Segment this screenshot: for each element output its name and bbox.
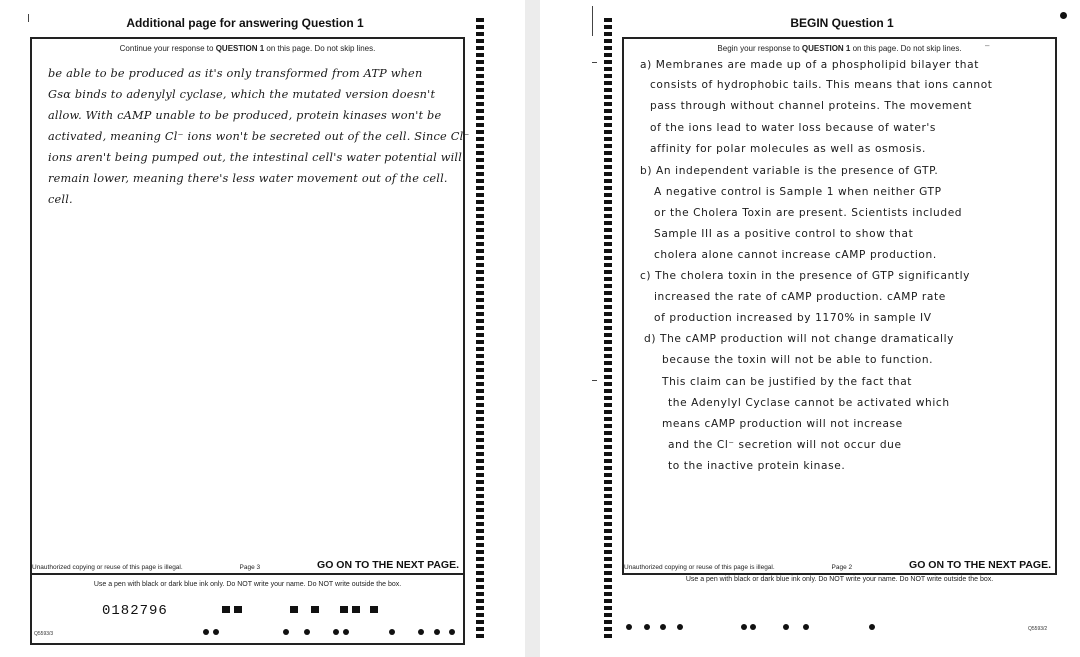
timing-mark (604, 347, 612, 351)
go-on-notice: GO ON TO THE NEXT PAGE. (317, 559, 459, 571)
timing-mark (476, 592, 484, 596)
timing-mark (604, 368, 612, 372)
handwriting-line: activated, meaning Cl⁻ ions won't be secreted out of the cell. Since Cl⁻ (48, 130, 470, 143)
answer-box (622, 37, 1057, 575)
timing-mark (476, 487, 484, 491)
timing-mark (476, 529, 484, 533)
timing-mark (476, 200, 484, 204)
timing-mark (604, 550, 612, 554)
timing-mark (476, 193, 484, 197)
timing-mark (604, 445, 612, 449)
timing-mark (604, 277, 612, 281)
registration-dot (741, 624, 747, 630)
timing-mark (604, 396, 612, 400)
registration-square (370, 606, 378, 613)
handwriting-line: a) Membranes are made up of a phospholipid bilayer that (640, 59, 979, 71)
timing-mark (604, 207, 612, 211)
timing-mark (476, 382, 484, 386)
timing-mark (604, 109, 612, 113)
registration-square (222, 606, 230, 613)
handwriting-line: A negative control is Sample 1 when neither GTP (654, 186, 942, 198)
timing-mark (476, 613, 484, 617)
timing-mark (476, 361, 484, 365)
timing-mark (476, 585, 484, 589)
timing-mark (476, 214, 484, 218)
timing-mark (604, 627, 612, 631)
timing-mark (604, 613, 612, 617)
timing-mark (476, 242, 484, 246)
timing-mark (476, 102, 484, 106)
registration-dot (283, 629, 289, 635)
id-box (30, 575, 465, 645)
timing-mark (476, 536, 484, 540)
timing-mark (604, 18, 612, 22)
timing-mark (604, 375, 612, 379)
timing-mark (476, 137, 484, 141)
timing-mark (476, 270, 484, 274)
handwriting-line: because the toxin will not be able to function. (662, 354, 934, 366)
timing-mark (604, 599, 612, 603)
timing-mark (476, 431, 484, 435)
timing-mark (604, 221, 612, 225)
timing-mark (476, 494, 484, 498)
registration-square (352, 606, 360, 613)
timing-mark (604, 438, 612, 442)
side-tick (592, 380, 597, 381)
timing-mark (476, 606, 484, 610)
timing-mark (476, 298, 484, 302)
registration-dot (418, 629, 424, 635)
timing-mark (604, 620, 612, 624)
page-header: BEGIN Question 1 (790, 16, 894, 30)
timing-mark (604, 25, 612, 29)
handwriting-line: to the inactive protein kinase. (668, 460, 846, 472)
timing-mark (604, 417, 612, 421)
timing-mark (476, 389, 484, 393)
right-page (540, 0, 1080, 657)
timing-mark (604, 200, 612, 204)
timing-mark (476, 109, 484, 113)
timing-mark (604, 494, 612, 498)
timing-mark (604, 242, 612, 246)
timing-mark (476, 571, 484, 575)
timing-mark-strip (604, 18, 612, 638)
page-number: Page 3 (239, 564, 261, 571)
timing-mark (604, 543, 612, 547)
handwriting-line: pass through without channel proteins. The movement (650, 100, 972, 112)
registration-dot (803, 624, 809, 630)
timing-mark (604, 606, 612, 610)
timing-mark (604, 116, 612, 120)
timing-mark (604, 487, 612, 491)
timing-mark (604, 123, 612, 127)
timing-mark (604, 81, 612, 85)
handwriting-line: increased the rate of cAMP production. cAMP rate (654, 291, 946, 303)
timing-mark (604, 452, 612, 456)
timing-mark (476, 116, 484, 120)
timing-mark (476, 459, 484, 463)
registration-dot (783, 624, 789, 630)
timing-mark (476, 277, 484, 281)
timing-mark (604, 270, 612, 274)
handwriting-line: ions aren't being pumped out, the intestinal cell's water potential will (48, 151, 463, 164)
timing-mark (476, 354, 484, 358)
handwriting-line: d) The cAMP production will not change dramatically (644, 333, 954, 345)
registration-dot (660, 624, 666, 630)
timing-mark (476, 312, 484, 316)
timing-mark (476, 18, 484, 22)
timing-mark (604, 326, 612, 330)
handwriting-line: This claim can be justified by the fact that (662, 376, 913, 388)
timing-mark (604, 473, 612, 477)
page-header: Additional page for answering Question 1 (126, 16, 364, 30)
timing-mark (476, 158, 484, 162)
timing-mark (476, 347, 484, 351)
timing-mark (604, 102, 612, 106)
timing-mark (604, 319, 612, 323)
registration-dot (304, 629, 310, 635)
timing-mark (604, 564, 612, 568)
timing-mark (476, 144, 484, 148)
registration-dot (750, 624, 756, 630)
timing-mark (476, 445, 484, 449)
timing-mark (604, 95, 612, 99)
timing-mark (476, 67, 484, 71)
timing-mark (604, 53, 612, 57)
timing-mark (476, 410, 484, 414)
timing-mark (604, 263, 612, 267)
timing-mark (476, 375, 484, 379)
timing-mark (476, 46, 484, 50)
instruction-text (32, 44, 463, 53)
timing-mark (604, 340, 612, 344)
copyright-note: Unauthorized copying or reuse of this page is illegal. (32, 564, 183, 571)
pen-instruction: Use a pen with black or dark blue ink only. Do NOT write your name. Do NOT write outside the box. (93, 581, 402, 588)
handwriting-line: the Adenylyl Cyclase cannot be activated which (668, 397, 950, 409)
timing-mark (476, 564, 484, 568)
timing-mark (476, 305, 484, 309)
timing-mark (476, 319, 484, 323)
timing-mark (604, 88, 612, 92)
timing-mark (604, 382, 612, 386)
instruction-suffix: on this page. Do not skip lines. (264, 44, 376, 53)
registration-dot (333, 629, 339, 635)
timing-mark (604, 522, 612, 526)
form-code: Q5593/2 (1028, 626, 1048, 632)
timing-mark (604, 501, 612, 505)
timing-mark (604, 571, 612, 575)
timing-mark (476, 39, 484, 43)
timing-mark (476, 172, 484, 176)
timing-mark (476, 123, 484, 127)
timing-mark (604, 158, 612, 162)
timing-mark (604, 578, 612, 582)
timing-mark (476, 326, 484, 330)
timing-mark (604, 291, 612, 295)
timing-mark (604, 39, 612, 43)
timing-mark (476, 249, 484, 253)
timing-mark (476, 543, 484, 547)
timing-mark (476, 522, 484, 526)
timing-mark (476, 74, 484, 78)
timing-mark (604, 60, 612, 64)
timing-mark (604, 235, 612, 239)
timing-mark (604, 179, 612, 183)
stray-mark: – (985, 41, 990, 50)
timing-mark (604, 46, 612, 50)
handwriting-line: Sample III as a positive control to show that (654, 228, 914, 240)
timing-mark (476, 550, 484, 554)
registration-square (340, 606, 348, 613)
timing-mark (604, 312, 612, 316)
timing-mark (476, 207, 484, 211)
timing-mark (476, 634, 484, 638)
handwriting-line: allow. With cAMP unable to be produced, protein kinases won't be (48, 109, 442, 122)
registration-dot (449, 629, 455, 635)
timing-mark (604, 228, 612, 232)
instruction-question: QUESTION 1 (801, 44, 851, 53)
page-number: Page 2 (831, 564, 853, 571)
timing-mark (476, 340, 484, 344)
handwriting-line: or the Cholera Toxin are present. Scientists included (654, 207, 963, 219)
corner-tick (592, 6, 593, 36)
timing-mark (476, 151, 484, 155)
timing-mark (604, 424, 612, 428)
registration-dot (434, 629, 440, 635)
timing-mark (476, 396, 484, 400)
registration-dot (626, 624, 632, 630)
timing-mark (476, 165, 484, 169)
timing-mark (476, 228, 484, 232)
timing-mark (476, 186, 484, 190)
timing-mark (604, 74, 612, 78)
timing-mark (604, 403, 612, 407)
page-footer (32, 559, 459, 571)
timing-mark (476, 95, 484, 99)
handwriting-line: Gsα binds to adenylyl cyclase, which the mutated version doesn't (48, 88, 436, 101)
timing-mark (604, 130, 612, 134)
handwriting-line: b) An independent variable is the presence of GTP. (640, 165, 939, 177)
timing-mark (476, 333, 484, 337)
timing-mark (604, 466, 612, 470)
timing-mark (476, 627, 484, 631)
timing-mark (476, 508, 484, 512)
registration-dot (343, 629, 349, 635)
timing-mark (604, 515, 612, 519)
handwriting-line: c) The cholera toxin in the presence of GTP significantly (640, 270, 971, 282)
timing-mark (476, 557, 484, 561)
pen-instruction: Use a pen with black or dark blue ink only. Do NOT write your name. Do NOT write outside the box. (685, 576, 994, 583)
instruction-suffix: on this page. Do not skip lines. (850, 44, 962, 53)
registration-dot (869, 624, 875, 630)
timing-mark (476, 284, 484, 288)
timing-mark (476, 620, 484, 624)
registration-dot (389, 629, 395, 635)
timing-mark (476, 403, 484, 407)
timing-mark (604, 284, 612, 288)
timing-mark (476, 179, 484, 183)
registration-square (311, 606, 319, 613)
instruction-prefix: Begin your response to (717, 44, 802, 53)
copyright-note: Unauthorized copying or reuse of this page is illegal. (624, 564, 775, 571)
timing-mark (604, 389, 612, 393)
timing-mark-strip (476, 18, 484, 638)
timing-mark (476, 53, 484, 57)
timing-mark (476, 466, 484, 470)
timing-mark (476, 480, 484, 484)
timing-mark (476, 515, 484, 519)
timing-mark (476, 221, 484, 225)
instruction-text (624, 44, 1055, 53)
timing-mark (476, 438, 484, 442)
instruction-question: QUESTION 1 (215, 44, 265, 53)
timing-mark (476, 60, 484, 64)
timing-mark (604, 354, 612, 358)
timing-mark (604, 305, 612, 309)
timing-mark (604, 193, 612, 197)
timing-mark (476, 452, 484, 456)
handwriting-line: be able to be produced as it's only transformed from ATP when (48, 67, 423, 80)
timing-mark (476, 368, 484, 372)
handwriting-line: affinity for polar molecules as well as osmosis. (650, 143, 926, 155)
handwriting-line: cholera alone cannot increase cAMP production. (654, 249, 937, 261)
timing-mark (604, 214, 612, 218)
timing-mark (604, 67, 612, 71)
timing-mark (476, 256, 484, 260)
timing-mark (604, 32, 612, 36)
timing-mark (476, 578, 484, 582)
timing-mark (604, 529, 612, 533)
timing-mark (476, 81, 484, 85)
timing-mark (604, 480, 612, 484)
registration-dot (644, 624, 650, 630)
registration-dot (213, 629, 219, 635)
timing-mark (604, 249, 612, 253)
handwriting-line: consists of hydrophobic tails. This means that ions cannot (650, 79, 993, 91)
timing-mark (604, 557, 612, 561)
timing-mark (604, 634, 612, 638)
timing-mark (604, 410, 612, 414)
timing-mark (476, 424, 484, 428)
timing-mark (476, 291, 484, 295)
timing-mark (476, 501, 484, 505)
timing-mark (604, 361, 612, 365)
side-tick (592, 62, 597, 63)
registration-dot (203, 629, 209, 635)
instruction-prefix: Continue your response to (119, 44, 216, 53)
student-id-number: 0182796 (102, 603, 168, 619)
answer-box (30, 37, 470, 575)
timing-mark (604, 536, 612, 540)
left-page (0, 0, 525, 657)
timing-mark (476, 599, 484, 603)
timing-mark (476, 417, 484, 421)
timing-mark (476, 473, 484, 477)
timing-mark (604, 172, 612, 176)
timing-mark (476, 235, 484, 239)
timing-mark (604, 585, 612, 589)
timing-mark (604, 256, 612, 260)
corner-tick (28, 14, 29, 22)
timing-mark (604, 165, 612, 169)
timing-mark (476, 25, 484, 29)
form-code: Q5593/3 (34, 631, 54, 637)
timing-mark (604, 459, 612, 463)
timing-mark (604, 144, 612, 148)
timing-mark (476, 32, 484, 36)
timing-mark (476, 88, 484, 92)
timing-mark (604, 333, 612, 337)
timing-mark (604, 592, 612, 596)
registration-dot (677, 624, 683, 630)
timing-mark (604, 151, 612, 155)
timing-mark (604, 508, 612, 512)
registration-square (290, 606, 298, 613)
timing-mark (604, 298, 612, 302)
handwriting-line: of the ions lead to water loss because of water's (650, 122, 937, 134)
handwriting-line: cell. (48, 193, 73, 206)
handwriting-line: of production increased by 1170% in sample IV (654, 312, 932, 324)
timing-mark (604, 431, 612, 435)
handwriting-line: means cAMP production will not increase (662, 418, 903, 430)
timing-mark (476, 130, 484, 134)
page-footer (624, 559, 1051, 571)
go-on-notice: GO ON TO THE NEXT PAGE. (909, 559, 1051, 571)
handwriting-line: and the Cl⁻ secretion will not occur due (668, 439, 902, 451)
registration-square (234, 606, 242, 613)
timing-mark (604, 137, 612, 141)
timing-mark (604, 186, 612, 190)
timing-mark (476, 263, 484, 267)
handwriting-line: remain lower, meaning there's less water movement out of the cell. (48, 172, 448, 185)
